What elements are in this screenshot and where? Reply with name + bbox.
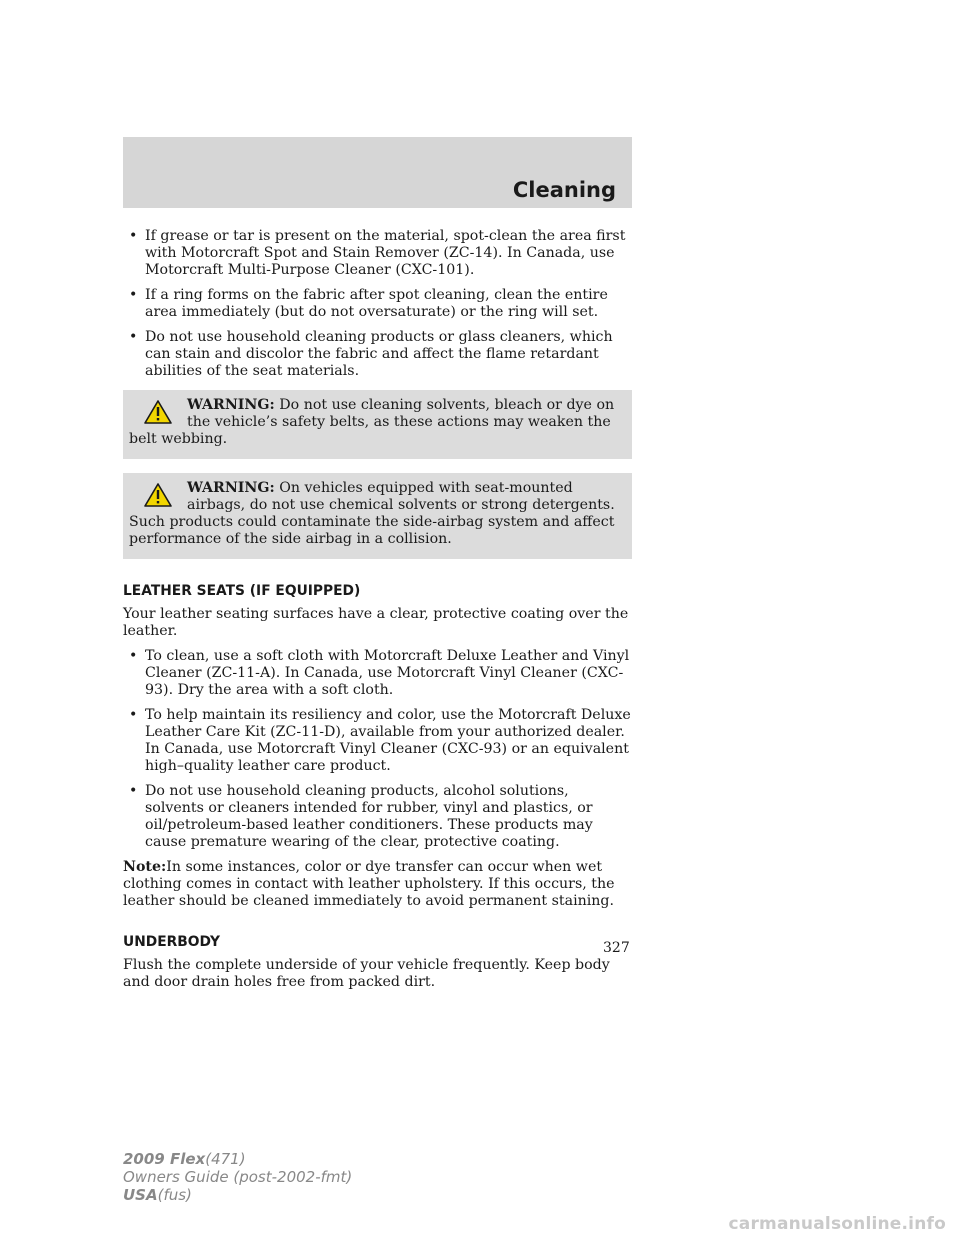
bullet-icon: • [129, 228, 138, 244]
list-item: • To help maintain its resiliency and color, use the Motorcraft Deluxe Leather Care Kit (ZC-11-D), available from your authorized dealer. In Canada, use Motorcraft Vinyl Cleaner (CXC-93) or an equivalent high–quality leather care product. [129, 707, 631, 774]
paragraph: Your leather seating surfaces have a clear, protective coating over the leather. [123, 606, 629, 639]
bullet-icon: • [129, 648, 138, 664]
warning-box [123, 390, 632, 459]
chapter-header [123, 137, 632, 208]
bullet-icon: • [129, 783, 138, 799]
page-number: 327 [603, 940, 630, 956]
list-item: • Do not use household cleaning products or glass cleaners, which can stain and discolor the fabric and affect the flame retardant abilities of the seat materials. [129, 329, 613, 379]
chapter-title: Cleaning [512, 178, 616, 202]
footer-line: Owners Guide (post-2002-fmt) [123, 1168, 353, 1186]
footer-line: 2009 Flex(471) [123, 1150, 246, 1168]
bullet-icon: • [129, 329, 138, 345]
bullet-icon: • [129, 287, 138, 303]
warning-triangle-icon [143, 399, 173, 425]
document-footer [123, 1150, 352, 1204]
note-text: In some instances, color or dye transfer can occur when wet clothing comes in contact with leather upholstery. If this occurs, the leather should be cleaned immediately to avoid permanent staining. [123, 859, 615, 909]
warning-text: Do not use cleaning solvents, bleach or dye on the vehicle’s safety belts, as these actions may weaken the belt webbing. [129, 397, 615, 447]
note-paragraph [123, 859, 632, 910]
warning-box [123, 473, 632, 559]
note-label: Note: [123, 859, 167, 875]
list-item: • If grease or tar is present on the material, spot-clean the area first with Motorcraft Spot and Stain Remover (ZC-14). In Canada, use Motorcraft Multi-Purpose Cleaner (CXC-101). [129, 228, 626, 278]
warning-triangle-icon [143, 482, 173, 508]
section-heading-leather: LEATHER SEATS (IF EQUIPPED) [123, 583, 361, 599]
warning-label: WARNING: [187, 480, 275, 496]
bullet-icon: • [129, 707, 138, 723]
footer-line: USA(fus) [123, 1186, 192, 1204]
list-item: • Do not use household cleaning products, alcohol solutions, solvents or cleaners intended for rubber, vinyl and plastics, or oil/petroleum-based leather conditioners. These products may cause premature wearing of the clear, protective coating. [129, 783, 593, 850]
list-item: • To clean, use a soft cloth with Motorcraft Deluxe Leather and Vinyl Cleaner (ZC-11-A). In Canada, use Motorcraft Vinyl Cleaner (CXC-93). Dry the area with a soft cloth. [129, 648, 630, 698]
paragraph: Flush the complete underside of your vehicle frequently. Keep body and door drain holes free from packed dirt. [123, 957, 610, 990]
warning-label: WARNING: [187, 397, 275, 413]
section-heading-underbody: UNDERBODY [123, 934, 220, 950]
list-item: • If a ring forms on the fabric after spot cleaning, clean the entire area immediately (but do not oversaturate) or the ring will set. [129, 287, 608, 320]
page-content [123, 228, 632, 999]
watermark: carmanualsonline.info [728, 1214, 946, 1234]
warning-text: On vehicles equipped with seat-mounted airbags, do not use chemical solvents or strong detergents. Such products could contaminate the side-airbag system and affect performance of the side airbag in a collision. [129, 480, 615, 547]
